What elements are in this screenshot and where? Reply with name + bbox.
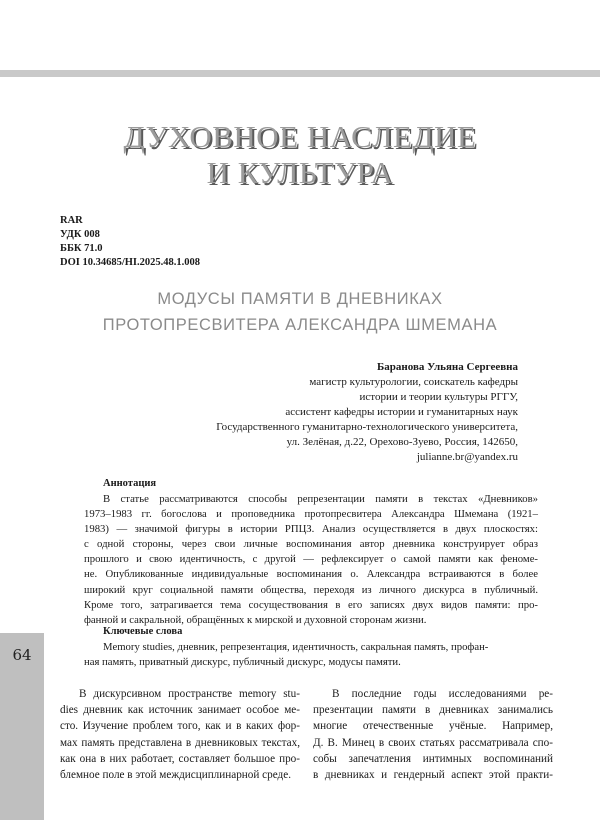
body-column-left [60,686,300,783]
body-line: презентации памяти в дневниках занимались [313,704,553,717]
body-line: Д. В. Минец в своих статьях рассматривала спо- [313,736,553,749]
body-line: собы запечатления интимных воспоминаний [313,752,553,765]
abstract-heading: Аннотация [103,478,157,489]
abstract-line: В статье рассматриваются способы репрезентации памяти в текстах «Дневников» [103,493,538,505]
body-line: многие отечественные учёные. Например, [313,720,553,733]
abstract-line: фанной и сакральной, обращённых к мирской и духовной сторонам жизни. [84,613,427,626]
body-line: блемное поле в этой междисциплинарной среде. [60,769,291,782]
author-line: ул. Зелёная, д.22, Орехово-Зуево, Россия, 142650, [286,436,518,448]
body-line: В последние годы исследованиями ре- [332,688,553,700]
abstract-line: Кроме того, затрагивается тема сосуществования в его записях двух видов памяти: про- [84,598,538,611]
body-line: мах память представлена в дневниковых текстах, [60,736,300,749]
author-block [200,360,518,465]
abstract-line: 1983) — значимой фигуры в истории РПЦЗ. Анализ осуществляется в двух плоскостях: [84,523,538,536]
author-line: ассистент кафедры истории и гуманитарных наук [285,406,518,418]
section-title-line-2: И КУЛЬТУРА [206,155,394,190]
meta-rar: RAR [60,215,83,226]
abstract-line: 1973–1983 гг. богослова и проповедника протопресвитера Александра Шмемана (1921– [84,508,538,521]
body-line: сто. Изучение проблем того, как и в каких фор- [60,720,300,733]
keywords-text [84,640,538,670]
meta-bbk: ББК 71.0 [60,243,103,254]
author-line: магистр культурологии, соискатель кафедры [309,376,518,388]
article-title-line-1: МОДУСЫ ПАМЯТИ В ДНЕВНИКАХ [157,290,443,308]
article-title-line-2: ПРОТОПРЕСВИТЕРА АЛЕКСАНДРА ШМЕМАНА [102,316,498,334]
page-number: 64 [12,646,32,664]
keywords-heading: Ключевые слова [103,626,183,637]
abstract-line: прошлого и свою идентичность, с другой — рефлексирует о самой памяти как феноме- [84,553,538,566]
body-column-right [313,686,553,783]
abstract-text [84,492,538,628]
abstract-line: широкий круг социальной памяти общества, переходя из личного дискурса в публичный. [84,583,538,596]
author-name: Баранова Ульяна Сергеевна [377,361,518,373]
author-email: julianne.br@yandex.ru [416,451,518,463]
abstract-line: не. Опубликованные индивидуальные воспоминания о. Александра встраиваются в более [84,568,538,581]
body-line: dies дневник как источник занимает особое ме- [60,704,300,717]
author-line: Государственного гуманитарно-технологического университета, [216,421,518,433]
meta-doi: DOI 10.34685/HI.2025.48.1.008 [60,257,201,268]
abstract-line: с одной стороны, через свои личные воспоминания автор дневника конструирует образ [84,538,538,551]
body-line: в дневниках и гендерный аспект этой практи- [313,769,553,782]
keywords-line: Memory studies, дневник, репрезентация, идентичность, сакральная память, профан- [103,641,489,653]
body-line: В дискурсивном пространстве memory stu- [79,688,300,700]
section-title-line-1: ДУХОВНОЕ НАСЛЕДИЕ [123,119,477,154]
keywords-line: ная память, приватный дискурс, публичный дискурс, модусы памяти. [84,656,401,668]
meta-udk: УДК 008 [60,229,100,240]
header-rule [0,70,600,77]
author-line: истории и теории культуры РГГУ, [359,391,518,403]
body-line: как она в них работает, составляет большое про- [60,752,300,765]
